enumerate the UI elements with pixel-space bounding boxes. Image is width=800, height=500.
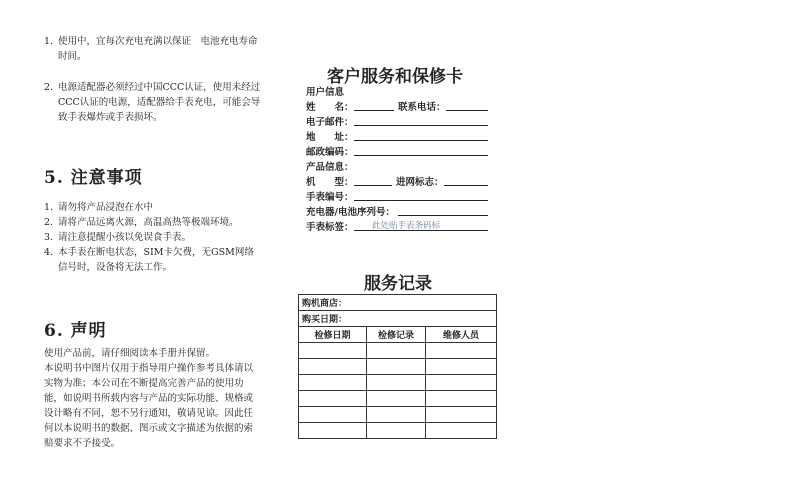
table-cell[interactable] bbox=[299, 407, 367, 423]
table-cell[interactable] bbox=[367, 423, 426, 439]
column-header: 维修人员 bbox=[426, 327, 497, 343]
section-6-body bbox=[44, 346, 254, 451]
table-cell[interactable] bbox=[367, 375, 426, 391]
charger-serial-input-line[interactable] bbox=[398, 215, 488, 216]
zip-input-line[interactable] bbox=[354, 155, 488, 156]
network-input-line[interactable] bbox=[444, 185, 488, 186]
date-row bbox=[299, 311, 497, 327]
service-record-title: 服务记录 bbox=[364, 274, 432, 294]
charger-serial-label: 充电器/电池序列号： bbox=[306, 207, 395, 218]
section-5-item-number: 4. bbox=[44, 247, 54, 258]
section-5-item-number: 3. bbox=[44, 232, 54, 243]
phone-label: 联系电话： bbox=[398, 102, 446, 113]
watch-number-label: 手表编号： bbox=[306, 192, 354, 203]
section-5-item-text: 请将产品远离火源，高温高热等极端环境。 bbox=[58, 217, 239, 228]
table-cell[interactable] bbox=[426, 391, 497, 407]
table-cell[interactable] bbox=[367, 359, 426, 375]
section-5-item bbox=[44, 245, 259, 275]
service-record-table bbox=[298, 294, 497, 439]
section-5-item bbox=[44, 200, 259, 215]
section-6-title: 6. 声明 bbox=[44, 321, 107, 341]
table-cell[interactable] bbox=[426, 343, 497, 359]
section-5-title: 5. 注意事项 bbox=[44, 168, 143, 188]
name-input-line[interactable] bbox=[354, 110, 394, 111]
section-5-item-number: 1. bbox=[44, 202, 54, 213]
table-row bbox=[299, 407, 497, 423]
purchase-date-cell[interactable]: 购买日期： bbox=[299, 311, 497, 327]
table-cell[interactable] bbox=[367, 343, 426, 359]
intro-item-2-text: 电源适配器必须经过中国CCC认证，使用未经过CCC认证的电源，适配器给手表充电，可能会导致手表爆炸或手表损坏。 bbox=[58, 82, 261, 123]
table-cell[interactable] bbox=[299, 375, 367, 391]
section-6-line: 使用产品前，请仔细阅读本手册并保留。 bbox=[44, 348, 216, 359]
watch-tag-placeholder: 此处贴手表条码标 bbox=[372, 221, 441, 231]
address-input-line[interactable] bbox=[354, 140, 488, 141]
intro-item-1-text: 使用中，宜每次充电充满以保证 电池充电寿命时间。 bbox=[58, 36, 258, 62]
model-label: 机 型： bbox=[306, 177, 354, 188]
table-cell[interactable] bbox=[426, 423, 497, 439]
product-info-label: 产品信息： bbox=[306, 162, 354, 173]
section-5-item-text: 请勿将产品浸泡在水中 bbox=[58, 202, 154, 213]
section-5-item bbox=[44, 230, 259, 245]
table-cell[interactable] bbox=[426, 359, 497, 375]
column-header: 检修记录 bbox=[367, 327, 426, 343]
user-info-label: 用户信息 bbox=[306, 87, 345, 98]
table-cell[interactable] bbox=[426, 407, 497, 423]
header-row bbox=[299, 327, 497, 343]
intro-item-2-number: 2. bbox=[44, 82, 54, 93]
table-row bbox=[299, 423, 497, 439]
warranty-card-title: 客户服务和保修卡 bbox=[327, 67, 463, 87]
table-cell[interactable] bbox=[367, 407, 426, 423]
section-5-item-number: 2. bbox=[44, 217, 54, 228]
name-label: 姓 名： bbox=[306, 102, 354, 113]
zip-label: 邮政编码： bbox=[306, 147, 354, 158]
table-row bbox=[299, 343, 497, 359]
section-5-item-text: 本手表在断电状态，SIM卡欠费，无GSM网络信号时，设备将无法工作。 bbox=[58, 247, 254, 273]
table-cell[interactable] bbox=[299, 423, 367, 439]
section-6-line: 本说明书中图片仅用于指导用户操作参考具体请以实物为准；本公司在不断提高完善产品的使用功能，如说明书所载内容与产品的实际功能、规格或设计略有不同，恕不另行通知，敬请见谅。因此任何以本说明书的数据、图示或文字描述为依据的索赔要求不予接受。 bbox=[44, 363, 254, 449]
section-5-item bbox=[44, 215, 259, 230]
intro-item-2 bbox=[44, 80, 264, 125]
store-cell[interactable]: 购机商店： bbox=[299, 295, 497, 311]
address-label: 地 址： bbox=[306, 132, 354, 143]
section-5-list bbox=[44, 200, 259, 275]
watch-tag-label: 手表标签： bbox=[306, 222, 354, 233]
phone-input-line[interactable] bbox=[446, 110, 488, 111]
model-input-line[interactable] bbox=[354, 185, 392, 186]
intro-item-1 bbox=[44, 34, 264, 64]
table-cell[interactable] bbox=[299, 343, 367, 359]
table-row bbox=[299, 359, 497, 375]
intro-list-2 bbox=[44, 80, 264, 125]
section-5-item-text: 请注意提醒小孩以免误食手表。 bbox=[58, 232, 192, 243]
table-cell[interactable] bbox=[367, 391, 426, 407]
column-header: 检修日期 bbox=[299, 327, 367, 343]
table-cell[interactable] bbox=[299, 391, 367, 407]
email-input-line[interactable] bbox=[354, 125, 488, 126]
table-row bbox=[299, 375, 497, 391]
intro-list bbox=[44, 34, 264, 64]
table-cell[interactable] bbox=[299, 359, 367, 375]
intro-item-1-number: 1. bbox=[44, 36, 54, 47]
watch-number-input-line[interactable] bbox=[354, 200, 488, 201]
network-label: 进网标志： bbox=[396, 177, 444, 188]
store-row bbox=[299, 295, 497, 311]
email-label: 电子邮件： bbox=[306, 117, 354, 128]
table-cell[interactable] bbox=[426, 375, 497, 391]
table-row bbox=[299, 391, 497, 407]
